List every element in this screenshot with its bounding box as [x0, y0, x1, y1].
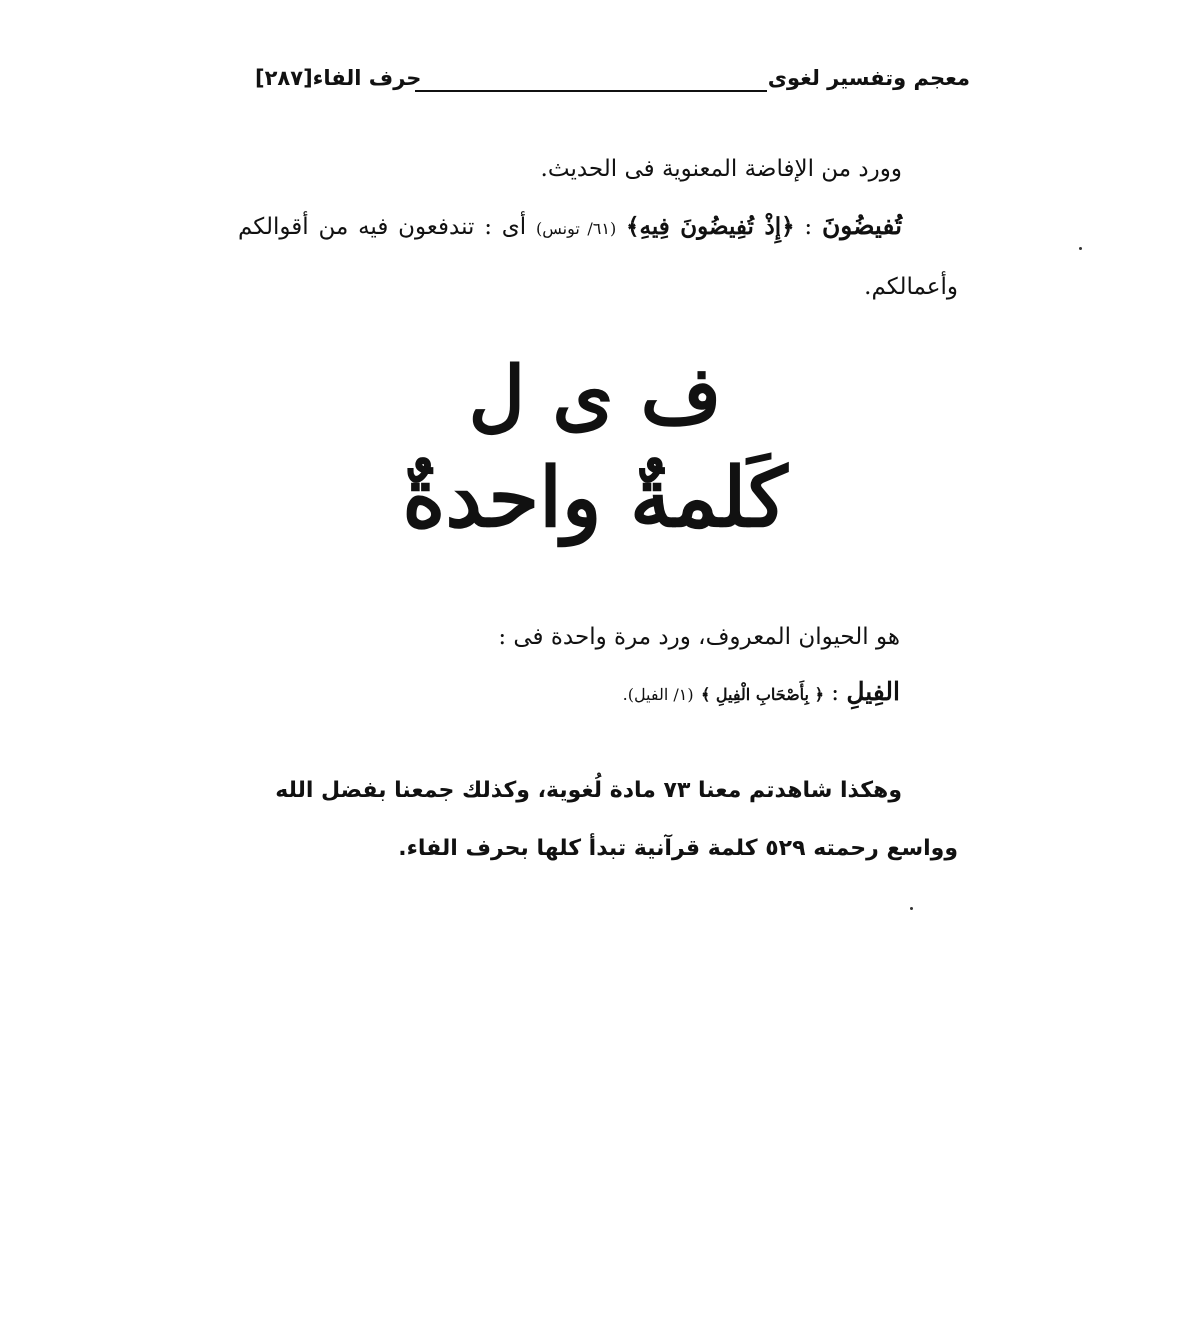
section-and-page [255, 66, 421, 90]
closing-line-2: وواسع رحمته ٥٢٩ كلمة قرآنية تبدأ كلها بحرف الفاء. [398, 836, 958, 861]
verse-reference: (١/ الفيل). [622, 685, 694, 704]
quran-quote: ﴿ بِأَصْحَابِ الْفِيلِ ﴾ [700, 685, 824, 704]
book-title: معجم وتفسير لغوى [767, 66, 970, 90]
entry-gloss: أى : تندفعون فيه من أقوالكم وأعمالكم. [238, 214, 958, 300]
scan-speck [1079, 247, 1082, 250]
running-header [255, 62, 970, 102]
previous-entry-line: وورد من الإفاضة المعنوية فى الحديث. [540, 156, 902, 182]
term-separator: : [823, 680, 847, 706]
verse-reference: (٦١/ تونس) [536, 219, 617, 238]
entry-term: الفِيلِ [846, 677, 900, 706]
closing-line-1: وهكذا شاهدتم معنا ٧٣ مادة لُغوية، وكذلك جمعنا بفضل الله [275, 778, 902, 803]
fil-definition: هو الحيوان المعروف، ورد مرة واحدة فى : [498, 624, 900, 650]
term-separator: : [794, 214, 822, 240]
previous-entry-definition [238, 197, 958, 316]
section-name: حرف الفاء [312, 66, 422, 90]
quran-quote: ﴿إِذْ تُفِيضُونَ فِيهِ﴾ [626, 213, 795, 240]
scan-speck [910, 907, 913, 910]
closing-paragraph [238, 762, 958, 878]
entry-term: تُفيضُونَ [821, 211, 903, 240]
header-rule [415, 90, 767, 92]
fil-entry [623, 663, 900, 724]
page-number: [٢٨٧] [255, 66, 313, 90]
root-heading: ف ى ل [468, 350, 722, 441]
root-subheading: كَلمةٌ واحدةٌ [402, 450, 788, 546]
